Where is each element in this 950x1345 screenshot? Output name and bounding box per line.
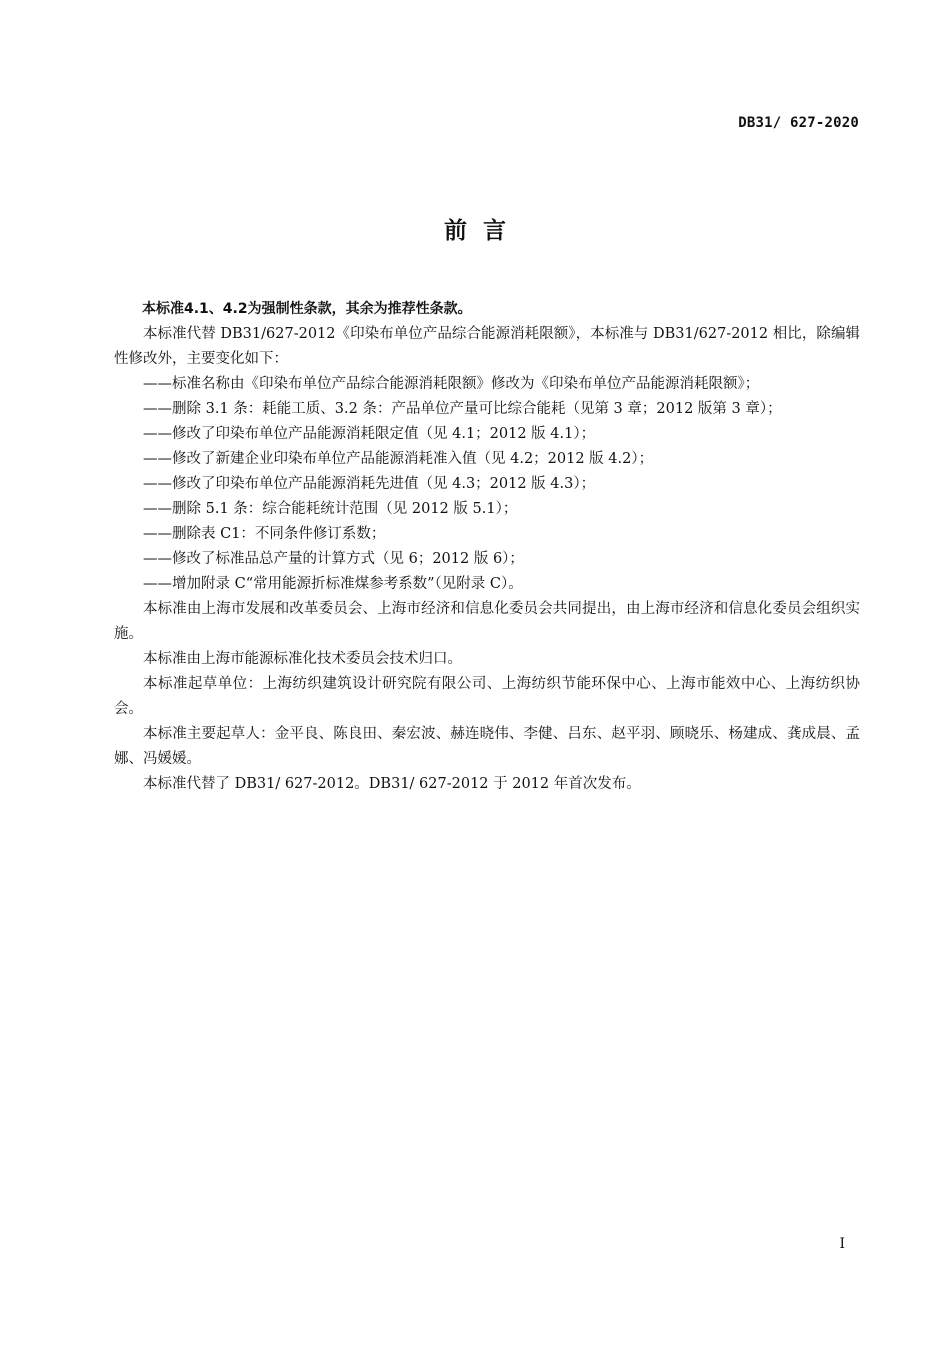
mandatory-clause-statement: 本标准4.1、4.2为强制性条款，其余为推荐性条款。 (142, 301, 472, 317)
proposer-statement: 本标准由上海市发展和改革委员会、上海市经济和信息化委员会共同提出，由上海市经济和信息化委员会组织实施。 (114, 601, 860, 642)
technical-committee-statement: 本标准由上海市能源标准化技术委员会技术归口。 (143, 651, 462, 667)
page-title: 前言 (444, 218, 522, 244)
change-item: ——删除 5.1 条：综合能耗统计范围（见 2012 版 5.1）； (143, 501, 518, 517)
edition-history: 本标准代替了 DB31/ 627-2012。DB31/ 627-2012 于 2012 年首次发布。 (143, 776, 641, 792)
change-item: ——增加附录 C“常用能源折标准煤参考系数”（见附录 C）。 (143, 576, 523, 592)
change-item: ——修改了印染布单位产品能源消耗先进值（见 4.3；2012 版 4.3）； (143, 476, 596, 492)
document-code: DB31/ 627-2020 (738, 115, 859, 131)
change-item: ——删除表 C1：不同条件修订系数； (143, 526, 386, 542)
change-item: ——删除 3.1 条：耗能工质、3.2 条：产品单位产量可比综合能耗（见第 3 章；2012 版第 3 章）； (143, 401, 782, 417)
change-item: ——修改了标准品总产量的计算方式（见 6；2012 版 6）； (143, 551, 524, 567)
replacement-statement: 本标准代替 DB31/627-2012《印染布单位产品综合能源消耗限额》，本标准与 DB31/627-2012 相比，除编辑性修改外，主要变化如下： (114, 326, 860, 367)
principal-drafters: 本标准主要起草人：金平良、陈良田、秦宏波、赫连晓伟、李健、吕东、赵平羽、顾晓乐、杨建成、龚成晨、孟娜、冯媛媛。 (114, 726, 860, 767)
drafting-organizations: 本标准起草单位：上海纺织建筑设计研究院有限公司、上海纺织节能环保中心、上海市能效中心、上海纺织协会。 (114, 676, 860, 717)
change-item: ——标准名称由《印染布单位产品综合能源消耗限额》修改为《印染布单位产品能源消耗限额》； (143, 376, 760, 392)
change-item: ——修改了新建企业印染布单位产品能源消耗准入值（见 4.2；2012 版 4.2）； (143, 451, 654, 467)
page-number: I (839, 1236, 845, 1252)
change-item: ——修改了印染布单位产品能源消耗限定值（见 4.1；2012 版 4.1）； (143, 426, 596, 442)
preface-body (114, 297, 860, 797)
